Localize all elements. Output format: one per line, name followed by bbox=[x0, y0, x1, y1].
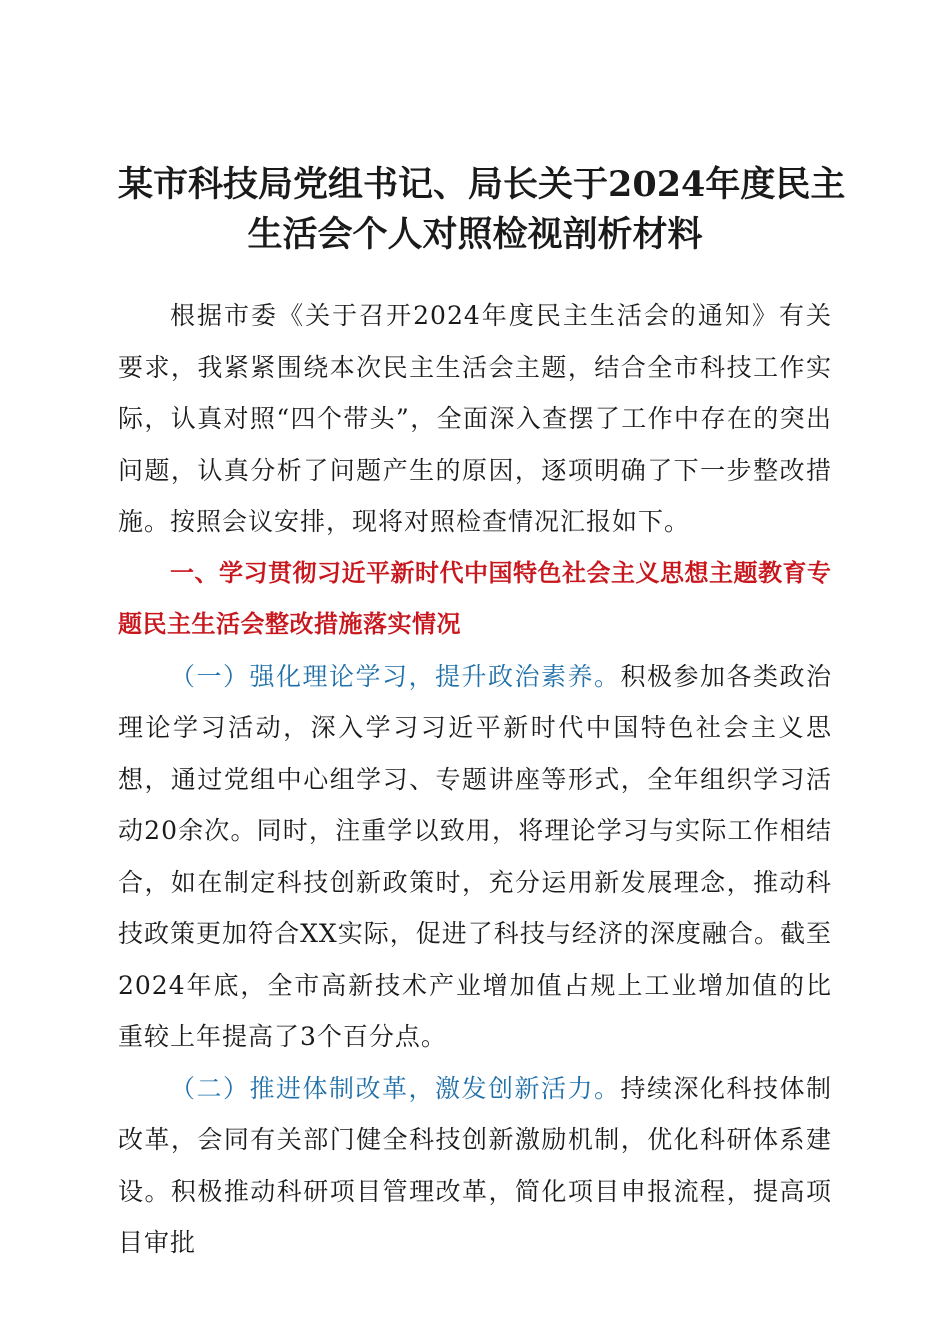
title-line-1: 某市科技局党组书记、局长关于2024年度民主 bbox=[118, 164, 846, 205]
intro-paragraph: 根据市委《关于召开2024年度民主生活会的通知》有关要求，我紧紧围绕本次民主生活会主题，结合全市科技工作实际，认真对照“四个带头”，全面深入查摆了工作中存在的突出问题，认真分析了问题产生的原因，逐项明确了下一步整改措施。按照会议安排，现将对照检查情况汇报如下。 bbox=[118, 301, 832, 536]
subsection-1-body: 积极参加各类政治理论学习活动，深入学习习近平新时代中国特色社会主义思想，通过党组中心组学习、专题讲座等形式，全年组织学习活动20余次。同时，注重学以致用，将理论学习与实际工作相结合，如在制定科技创新政策时，充分运用新发展理念，推动科技政策更加符合XX实际，促进了科技与经济的深度融合。截至2024年底，全市高新技术产业增加值占规上工业增加值的比重较上年提高了3个百分点。 bbox=[118, 661, 832, 1051]
subsection-1 bbox=[118, 651, 832, 1063]
subsection-2-title: （二）推进体制改革，激发创新活力。 bbox=[170, 1073, 621, 1103]
title-line-2: 生活会个人对照检视剖析材料 bbox=[247, 214, 703, 255]
subsection-1-title: （一）强化理论学习，提升政治素养。 bbox=[170, 661, 621, 691]
document-title bbox=[118, 160, 846, 260]
section-heading-1: 一、学习贯彻习近平新时代中国特色社会主义思想主题教育专题民主生活会整改措施落实情况 bbox=[118, 558, 832, 638]
subsection-2-body: 持续深化科技体制改革，会同有关部门健全科技创新激励机制，优化科研体系建设。积极推动科研项目管理改革，简化项目申报流程，提高项目审批 bbox=[118, 1073, 832, 1257]
subsection-2 bbox=[118, 1063, 832, 1269]
